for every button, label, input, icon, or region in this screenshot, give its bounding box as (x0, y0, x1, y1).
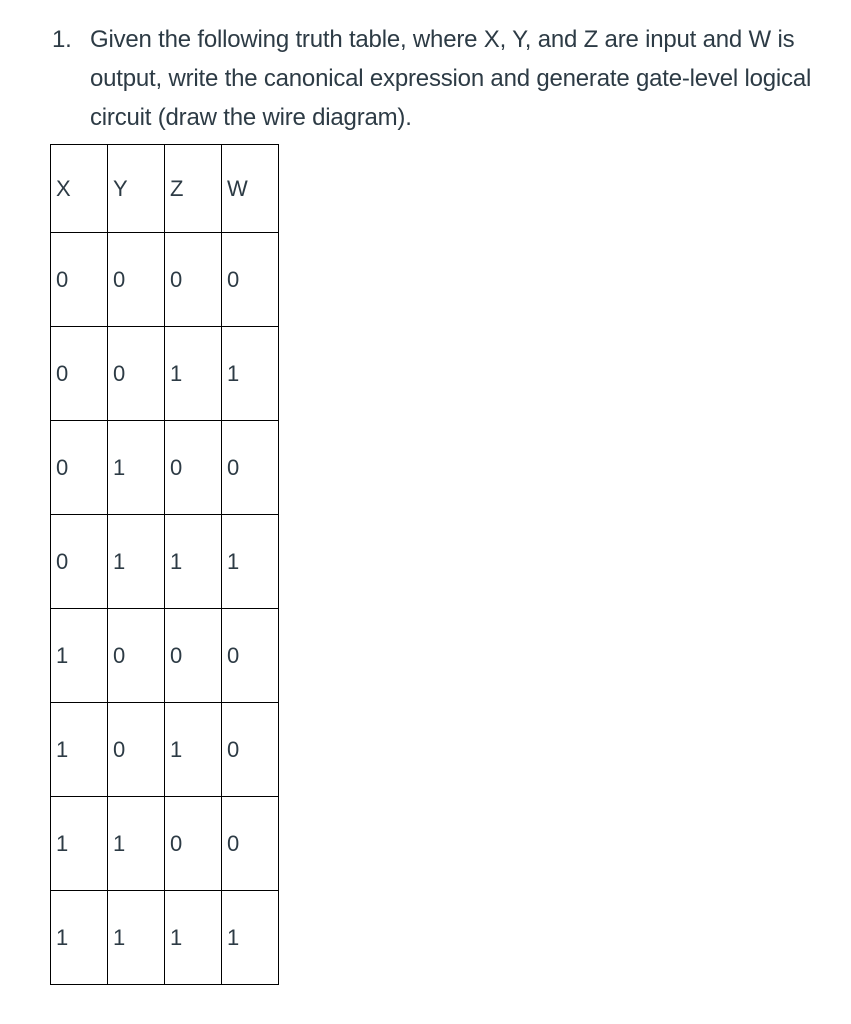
table-row (51, 703, 279, 797)
question-row (52, 20, 822, 137)
header-x: X (51, 145, 108, 233)
header-y: Y (108, 145, 165, 233)
cell-z: 1 (165, 891, 222, 985)
header-z: Z (165, 145, 222, 233)
cell-x: 1 (51, 703, 108, 797)
table-row (51, 891, 279, 985)
header-row (51, 145, 279, 233)
cell-x: 1 (51, 891, 108, 985)
cell-w: 1 (222, 891, 279, 985)
cell-y: 0 (108, 609, 165, 703)
table-row (51, 327, 279, 421)
header-w: W (222, 145, 279, 233)
cell-x: 1 (51, 609, 108, 703)
cell-z: 0 (165, 421, 222, 515)
cell-z: 1 (165, 327, 222, 421)
cell-y: 1 (108, 797, 165, 891)
cell-y: 1 (108, 421, 165, 515)
table-row (51, 609, 279, 703)
cell-y: 1 (108, 891, 165, 985)
cell-z: 0 (165, 233, 222, 327)
cell-z: 0 (165, 609, 222, 703)
cell-y: 1 (108, 515, 165, 609)
cell-w: 0 (222, 797, 279, 891)
cell-z: 1 (165, 703, 222, 797)
cell-x: 1 (51, 797, 108, 891)
cell-x: 0 (51, 515, 108, 609)
question (52, 20, 822, 137)
cell-w: 0 (222, 609, 279, 703)
cell-w: 0 (222, 703, 279, 797)
cell-y: 0 (108, 703, 165, 797)
table-row (51, 233, 279, 327)
table-row (51, 797, 279, 891)
cell-x: 0 (51, 421, 108, 515)
cell-w: 1 (222, 327, 279, 421)
cell-z: 1 (165, 515, 222, 609)
table-row (51, 515, 279, 609)
cell-x: 0 (51, 233, 108, 327)
cell-y: 0 (108, 327, 165, 421)
cell-y: 0 (108, 233, 165, 327)
truth-table (50, 144, 279, 985)
question-text: Given the following truth table, where X, Y, and Z are input and W is output, write the canonical expression and generate gate-level logical circuit (draw the wire diagram). (90, 26, 812, 131)
cell-z: 0 (165, 797, 222, 891)
table-row (51, 421, 279, 515)
cell-w: 1 (222, 515, 279, 609)
cell-x: 0 (51, 327, 108, 421)
cell-w: 0 (222, 233, 279, 327)
cell-w: 0 (222, 421, 279, 515)
question-number: 1. (52, 26, 72, 53)
